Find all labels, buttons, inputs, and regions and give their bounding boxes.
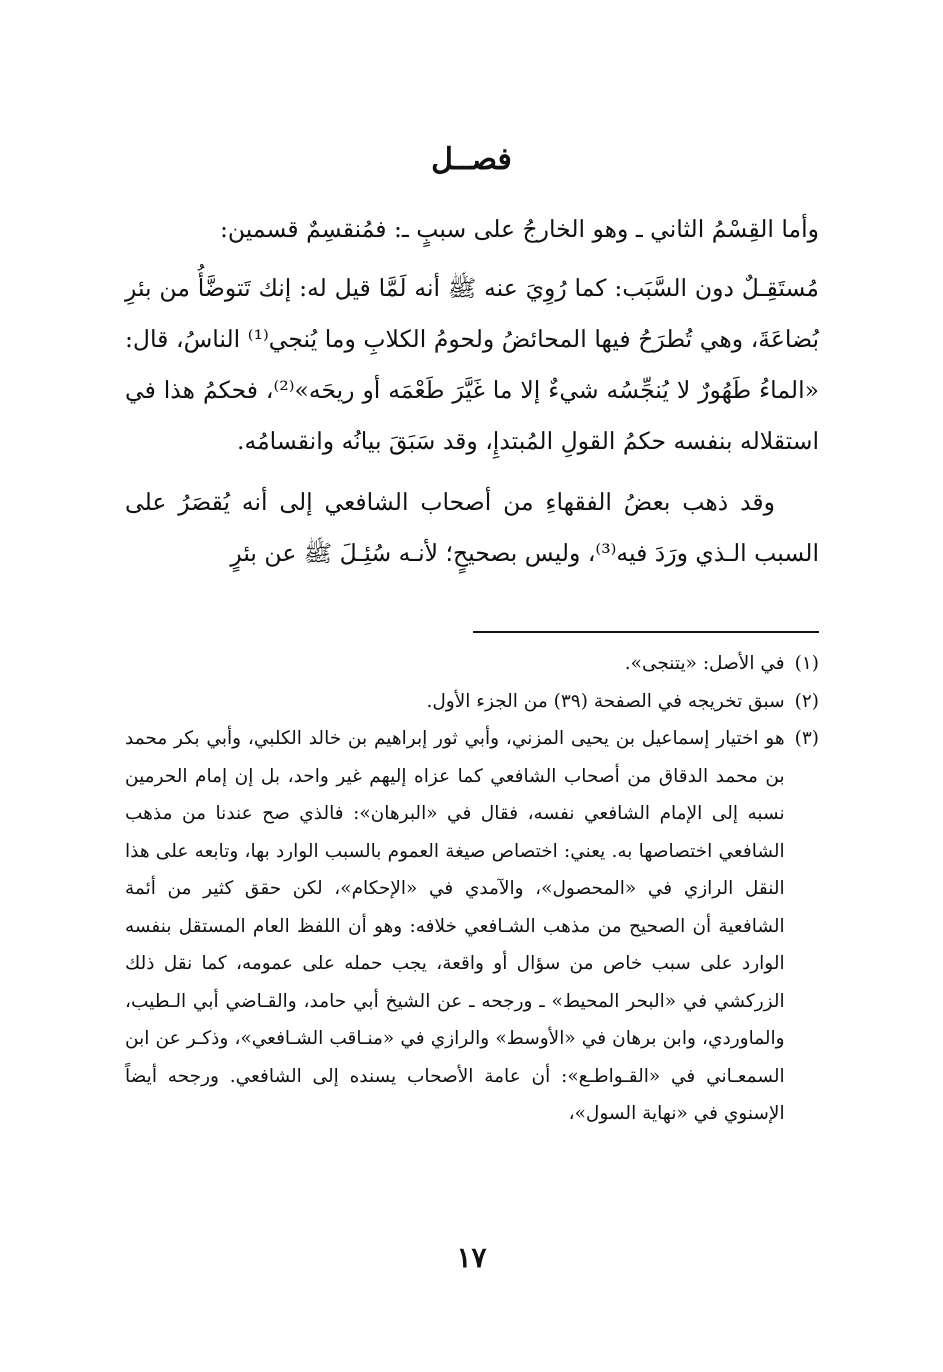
intro-line: وأما القِسْمُ الثاني ـ وهو الخارجُ على سببٍ ـ: فمُنقسِمٌ قسمين: [219, 215, 819, 243]
paragraph-independent: مُستَقِـلٌ دون السَّبَب: كما رُوِيَ عنه ﷺ أنه لَمَّا قيل له: إنك تَتوضَّأُ من بئرِ بُضاعَةَ، وهي تُطرَحُ فيها المحائضُ ولحومُ الكلابِ وما يُنجي⁽¹⁾ الناسُ، قال: «الماءُ طَهُورٌ لا يُنجِّسُه شيءٌ إلا ما غَيَّرَ طَعْمَه أو ريحَه»⁽²⁾، فحكمُ هذا في استقلاله بنفسه حكمُ القولِ المُبتدإِ، وقد سَبَقَ بيانُه وانقسامُه. [125, 274, 819, 455]
footnote [125, 683, 819, 721]
paragraph-restriction: وقد ذهب بعضُ الفقهاءِ من أصحاب الشافعي إلى أنه يُقصَرُ على السبب الـذي ورَدَ فيه⁽³⁾، وليس بصحيحٍ؛ لأنـه سُئِـلَ ﷺ عن بئرٍ [125, 488, 819, 567]
main-text [125, 204, 819, 579]
page-number: ١٧ [456, 1241, 487, 1274]
footnote-number: (٣) [794, 728, 819, 749]
footnote-text: هو اختيار إسماعيل بن يحيى المزني، وأبي ثور إبراهيم بن خالد الكلبي، وأبي بكر محمد بن محمد الدقاق من أصحاب الشافعي كما عزاه إليهم غير واحد، بل إن إمام الحرمين نسبه إلى الإمام الشافعي نفسه، فقال في «البرهان»: فالذي صح عندنا من مذهب الشافعي اختصاصها به. يعني: اختصاص صيغة العموم بالسبب الوارد بها، وتابعه على هذا النقل الرازي في «المحصول»، والآمدي في «الإحكام»، لكن حقق كثير من أئمة الشافعية أن الصحيح من مذهب الشـافعي خلافه: وهو أن اللفظ العام المستقل بنفسه الوارد على سبب خاص من سؤال أو واقعة، يجب حمله على عمومه، كما نقل ذلك الزركشي في «البحر المحيط» ـ ورجحه ـ عن الشيخ أبي حامد، والقـاضي أبي الـطيب، والماوردي، وابن برهان في «الأوسط» والرازي في «منـاقب الشـافعي»، وذكـر عن ابن السمعـاني في «القـواطـع»: أن عامة الأصحاب يسنده إلى الشافعي. ورجحه أيضاً الإسنوي في «نهاية السول»، [125, 728, 785, 1124]
footnote-text: سبق تخريجه في الصفحة (٣٩) من الجزء الأول. [426, 690, 785, 712]
section-heading: فصــل [431, 142, 512, 177]
footnotes [125, 645, 819, 1133]
footnote-separator [473, 631, 819, 633]
footnote [125, 645, 819, 683]
footnote-number: (٢) [794, 690, 819, 712]
footnote [125, 720, 819, 1133]
footnote-number: (١) [794, 653, 819, 674]
footnote-text: في الأصل: «يتنجى». [624, 653, 785, 674]
